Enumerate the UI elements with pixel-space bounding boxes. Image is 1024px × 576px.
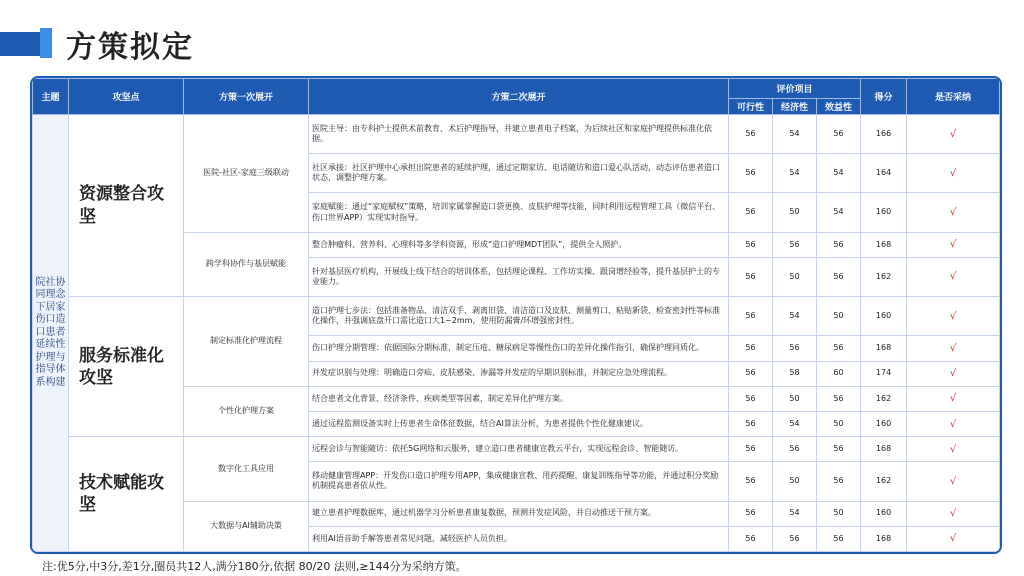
effect-score: 50 (817, 411, 861, 436)
total-score: 168 (861, 336, 907, 361)
effect-score: 50 (817, 297, 861, 336)
total-score: 160 (861, 411, 907, 436)
first-level-item: 制定标准化护理流程 (184, 297, 309, 387)
second-level-item: 社区承接：社区护理中心承担出院患者的延续护理，通过定期家访、电话随访和造口爱心队活动，动态评估患者造口状态，调整护理方案。 (309, 154, 729, 193)
economy-score: 50 (773, 193, 817, 232)
effect-score: 56 (817, 437, 861, 462)
total-score: 160 (861, 193, 907, 232)
total-score: 168 (861, 232, 907, 257)
second-level-item: 结合患者文化背景、经济条件、疾病类型等因素，制定差异化护理方案。 (309, 386, 729, 411)
area-technology: 技术赋能攻坚 (69, 437, 184, 552)
second-level-item: 家庭赋能：通过“家庭赋权”策略，培训家属掌握造口袋更换、皮肤护理等技能，同时利用远程管理工具（微信平台、伤口世界APP）实现实时指导。 (309, 193, 729, 232)
adopt-check: √ (907, 386, 1000, 411)
effect-score: 50 (817, 501, 861, 526)
adopt-check: √ (907, 462, 1000, 501)
footnote: 注:优5分,中3分,差1分,圈员共12人,满分180分,依据 80/20 法则,≥144分为采纳方策。 (42, 560, 467, 573)
economy-score: 56 (773, 437, 817, 462)
adopt-check: √ (907, 361, 1000, 386)
effect-score: 54 (817, 193, 861, 232)
adopt-check: √ (907, 526, 1000, 551)
economy-score: 56 (773, 336, 817, 361)
feasibility-score: 56 (729, 115, 773, 154)
feasibility-score: 56 (729, 336, 773, 361)
feasibility-score: 56 (729, 361, 773, 386)
effect-score: 56 (817, 386, 861, 411)
feasibility-score: 56 (729, 232, 773, 257)
second-level-item: 针对基层医疗机构，开展线上线下结合的培训体系，包括理论课程、工作坊实操、跟岗增经验等，提升基层护士的专业能力。 (309, 257, 729, 296)
economy-score: 56 (773, 232, 817, 257)
adopt-check: √ (907, 336, 1000, 361)
total-score: 174 (861, 361, 907, 386)
feasibility-score: 56 (729, 154, 773, 193)
area-resource: 资源整合攻坚 (69, 115, 184, 297)
adopt-check: √ (907, 154, 1000, 193)
header-eval: 评价项目 (729, 79, 861, 99)
total-score: 168 (861, 437, 907, 462)
feasibility-score: 56 (729, 437, 773, 462)
feasibility-score: 56 (729, 526, 773, 551)
economy-score: 54 (773, 115, 817, 154)
feasibility-score: 56 (729, 297, 773, 336)
adopt-check: √ (907, 115, 1000, 154)
effect-score: 56 (817, 232, 861, 257)
adopt-check: √ (907, 411, 1000, 436)
header-score: 得分 (861, 79, 907, 115)
effect-score: 56 (817, 462, 861, 501)
second-level-item: 造口护理七步法：包括准备物品、清洁双手、剥离旧袋、清洁造口及皮肤、测量剪口、粘贴新袋、检查密封性等标准化操作，并强调底盘开口需比造口大1~2mm，使用防漏膏/环增强密封性。 (309, 297, 729, 336)
first-level-item: 数字化工具应用 (184, 437, 309, 501)
second-level-item: 远程会诊与智能随访：依托5G网络和云服务，建立造口患者健康宣教云平台，实现远程会诊、智能随访。 (309, 437, 729, 462)
economy-score: 54 (773, 501, 817, 526)
total-score: 162 (861, 462, 907, 501)
header-economy: 经济性 (773, 99, 817, 115)
effect-score: 56 (817, 526, 861, 551)
strategy-table (32, 78, 1000, 552)
second-level-item: 利用AI语音助手解答患者常见问题，减轻医护人员负担。 (309, 526, 729, 551)
economy-score: 54 (773, 154, 817, 193)
feasibility-score: 56 (729, 411, 773, 436)
header-adopt: 是否采纳 (907, 79, 1000, 115)
total-score: 162 (861, 386, 907, 411)
economy-score: 54 (773, 297, 817, 336)
header-feasibility: 可行性 (729, 99, 773, 115)
header-first: 方策一次展开 (184, 79, 309, 115)
page-title: 方策拟定 (66, 30, 194, 65)
effect-score: 56 (817, 115, 861, 154)
effect-score: 54 (817, 154, 861, 193)
effect-score: 56 (817, 257, 861, 296)
effect-score: 60 (817, 361, 861, 386)
feasibility-score: 56 (729, 501, 773, 526)
adopt-check: √ (907, 257, 1000, 296)
second-level-item: 通过远程监测设备实时上传患者生命体征数据，结合AI算法分析，为患者提供个性化健康建议。 (309, 411, 729, 436)
header-theme: 主题 (33, 79, 69, 115)
adopt-check: √ (907, 232, 1000, 257)
second-level-item: 移动健康管理APP：开发伤口造口护理专用APP，集成健康宣教、用药提醒、康复训练指导等功能，并通过积分奖励机制提高患者依从性。 (309, 462, 729, 501)
economy-score: 56 (773, 526, 817, 551)
feasibility-score: 56 (729, 386, 773, 411)
second-level-item: 建立患者护理数据库，通过机器学习分析患者康复数据，预测并发症风险，并自动推送干预方案。 (309, 501, 729, 526)
first-level-item: 医院-社区-家庭三级联动 (184, 115, 309, 233)
header-point: 攻坚点 (69, 79, 184, 115)
area-standardization: 服务标准化攻坚 (69, 297, 184, 437)
adopt-check: √ (907, 297, 1000, 336)
adopt-check: √ (907, 501, 1000, 526)
feasibility-score: 56 (729, 462, 773, 501)
total-score: 160 (861, 297, 907, 336)
total-score: 166 (861, 115, 907, 154)
first-level-item: 个性化护理方案 (184, 386, 309, 436)
feasibility-score: 56 (729, 257, 773, 296)
strategy-table-frame (30, 76, 1002, 554)
economy-score: 58 (773, 361, 817, 386)
second-level-item: 并发症识别与处理：明确造口旁疝、皮肤感染、渗漏等并发症的早期识别标准，并制定应急处理流程。 (309, 361, 729, 386)
header-effect: 效益性 (817, 99, 861, 115)
header-second: 方策二次展开 (309, 79, 729, 115)
economy-score: 50 (773, 257, 817, 296)
economy-score: 50 (773, 462, 817, 501)
total-score: 162 (861, 257, 907, 296)
total-score: 168 (861, 526, 907, 551)
title-accent-mark (40, 28, 52, 58)
adopt-check: √ (907, 437, 1000, 462)
theme-cell: 院社协同理念下居家伤口造口患者延续性护理与指导体系构建 (33, 115, 69, 552)
total-score: 160 (861, 501, 907, 526)
second-level-item: 伤口护理分期管理：依据国际分期标准，制定压疮、糖尿病足等慢性伤口的差异化操作指引，确保护理同质化。 (309, 336, 729, 361)
feasibility-score: 56 (729, 193, 773, 232)
adopt-check: √ (907, 193, 1000, 232)
economy-score: 54 (773, 411, 817, 436)
second-level-item: 整合肿瘤科、营养科、心理科等多学科资源，形成“造口护理MDT团队”，提供全人照护。 (309, 232, 729, 257)
effect-score: 56 (817, 336, 861, 361)
first-level-item: 跨学科协作与基层赋能 (184, 232, 309, 296)
second-level-item: 医院主导：由专科护士提供术前教育、术后护理指导，并建立患者电子档案，为后续社区和家庭护理提供标准化依据。 (309, 115, 729, 154)
economy-score: 50 (773, 386, 817, 411)
first-level-item: 大数据与AI辅助决策 (184, 501, 309, 551)
total-score: 164 (861, 154, 907, 193)
